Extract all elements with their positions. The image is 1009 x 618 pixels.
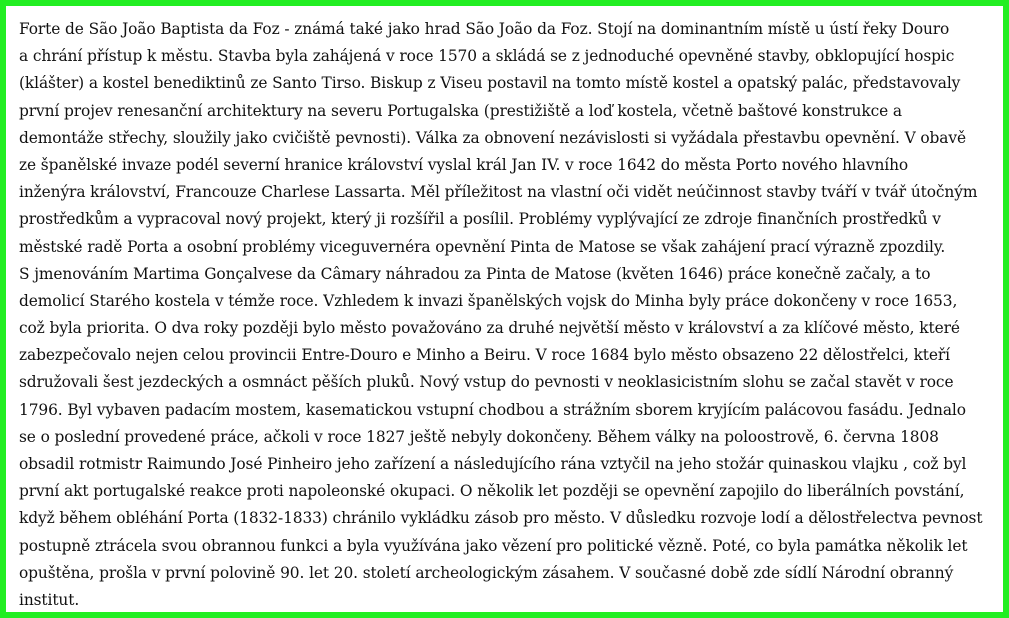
article-text <box>19 16 1004 614</box>
text-line-11: demolicí Starého kostela v témže roce. Vzhledem k invazi španělských vojsk do Minha byly práce dokončeny v roce 1653, <box>19 291 958 310</box>
text-line-15: 1796. Byl vybaven padacím mostem, kasematickou vstupní chodbou a strážním sborem kryjícím palácovou fasádu. Jednalo <box>19 400 966 419</box>
text-line-20: postupně ztrácela svou obrannou funkci a byla využívána jako vězení pro politické vězně. Poté, co byla památka několik let <box>19 536 968 555</box>
text-line-2: a chrání přístup k městu. Stavba byla zahájená v roce 1570 a skládá se z jednoduché opevněné stavby, obklopující hospic <box>19 47 955 66</box>
text-line-4: první projev renesanční architektury na severu Portugalska (prestižiště a loď kostela, včetně baštové konstrukce a <box>19 101 902 120</box>
text-line-18: první akt portugalské reakce proti napoleonské okupaci. O několik let později se opevnění zapojilo do liberálních povstání, <box>19 482 965 501</box>
text-line-12: což byla priorita. O dva roky později bylo město považováno za druhé největší město v království a za klíčové město, které <box>19 319 960 338</box>
text-line-13: zabezpečovalo nejen celou provincii Entre-Douro e Minho a Beiru. V roce 1684 bylo město obsazeno 22 dělostřelci, kteří <box>19 346 950 365</box>
text-line-16: se o poslední provedené práce, ačkoli v roce 1827 ještě nebyly dokončeny. Během války na poloostrově, 6. června 1808 <box>19 427 939 446</box>
text-line-21: opuštěna, prošla v první polovině 90. let 20. století archeologickým zásahem. V současné době zde sídlí Národní obranný <box>19 563 954 582</box>
text-line-5: demontáže střechy, sloužily jako cvičiště pevnosti). Válka za obnovení nezávislosti si vyžádala přestavbu opevnění. V obavě <box>19 128 966 147</box>
text-line-17: obsadil rotmistr Raimundo José Pinheiro jeho zařízení a následujícího rána vztyčil na jeho stožár quinaskou vlajku , což byl <box>19 455 967 473</box>
text-line-3: (klášter) a kostel benediktinů ze Santo Tirso. Biskup z Viseu postavil na tomto místě kostel a opatský palác, představovaly <box>19 74 961 93</box>
text-line-6: ze španělské invaze podél severní hranice království vyslal král Jan IV. v roce 1642 do města Porto nového hlavního <box>19 155 909 174</box>
text-line-19: když během obléhání Porta (1832-1833) chránilo vykládku zásob pro město. V důsledku rozvoje lodí a dělostřelectva pevnost <box>19 509 983 528</box>
text-line-7: inženýra království, Francouze Charlese Lassarta. Měl příležitost na vlastní oči vidět neúčinnost stavby tváří v tvář útočným <box>19 183 978 202</box>
text-line-1: Forte de São João Baptista da Foz - známá také jako hrad São João da Foz. Stojí na dominantním místě u ústí řeky Douro <box>19 20 950 38</box>
text-line-22: institut. <box>19 590 80 609</box>
text-line-8: prostředkům a vypracoval nový projekt, který ji rozšířil a posílil. Problémy vyplývající ze zdroje finančních prostředků v <box>19 210 941 229</box>
text-line-10: S jmenováním Martima Gonçalvese da Câmary náhradou za Pinta de Matose (květen 1646) práce konečně začaly, a to <box>19 264 931 283</box>
text-line-14: sdružovali šest jezdeckých a osmnáct pěších pluků. Nový vstup do pevnosti v neoklasicistním slohu se začal stavět v roce <box>19 373 954 392</box>
text-line-9: městské radě Porta a osobní problémy viceguvernéra opevnění Pinta de Matose se však zahájení prací výrazně zpozdily. <box>19 237 946 256</box>
